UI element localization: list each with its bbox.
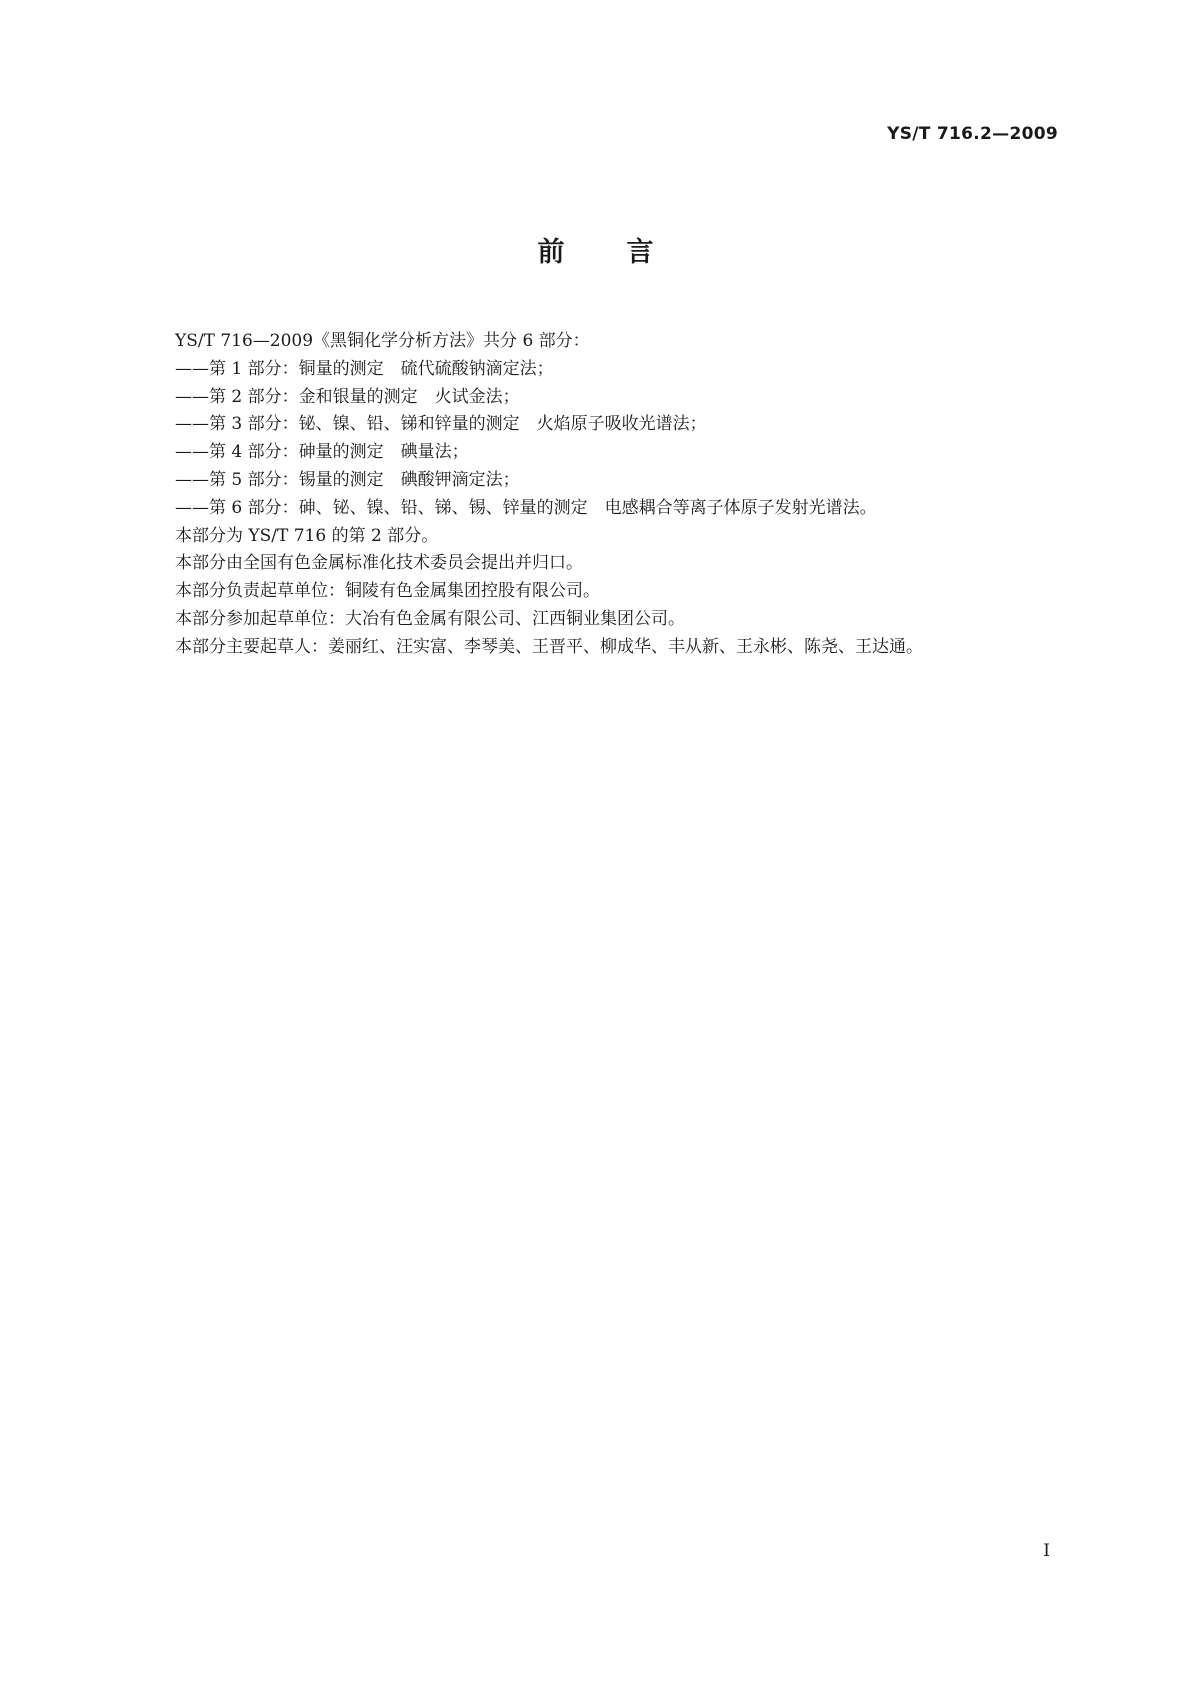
- main-drafters: 本部分主要起草人：姜丽红、汪实富、李琴美、王晋平、柳成华、丰从新、王永彬、陈尧、王达通。: [175, 636, 923, 657]
- part-list-item-6: ——第 6 部分：砷、铋、镍、铅、锑、锡、锌量的测定 电感耦合等离子体原子发射光谱法。: [175, 497, 877, 518]
- part-list-item-5: ——第 5 部分：锡量的测定 碘酸钾滴定法；: [175, 469, 520, 490]
- part-list-item-1: ——第 1 部分：铜量的测定 硫代硫酸钠滴定法；: [175, 358, 554, 379]
- foreword-body: [175, 328, 1055, 662]
- part-list-item-3: ——第 3 部分：铋、镍、铅、锑和锌量的测定 火焰原子吸收光谱法；: [175, 414, 707, 435]
- page-number: I: [1043, 1541, 1050, 1561]
- standard-code: YS/T 716.2—2009: [887, 124, 1058, 144]
- participating-drafting-units: 本部分参加起草单位：大冶有色金属有限公司、江西铜业集团公司。: [175, 608, 685, 629]
- page-title: 前言: [537, 237, 716, 268]
- foreword-intro-line: YS/T 716—2009《黑铜化学分析方法》共分 6 部分：: [175, 331, 590, 351]
- lead-drafting-unit: 本部分负责起草单位：铜陵有色金属集团控股有限公司。: [175, 581, 600, 602]
- part-list-item-2: ——第 2 部分：金和银量的测定 火试金法；: [175, 386, 520, 407]
- part-statement: 本部分为 YS/T 716 的第 2 部分。: [175, 525, 439, 546]
- part-list-item-4: ——第 4 部分：砷量的测定 碘量法；: [175, 442, 469, 463]
- proposer-statement: 本部分由全国有色金属标准化技术委员会提出并归口。: [175, 553, 583, 574]
